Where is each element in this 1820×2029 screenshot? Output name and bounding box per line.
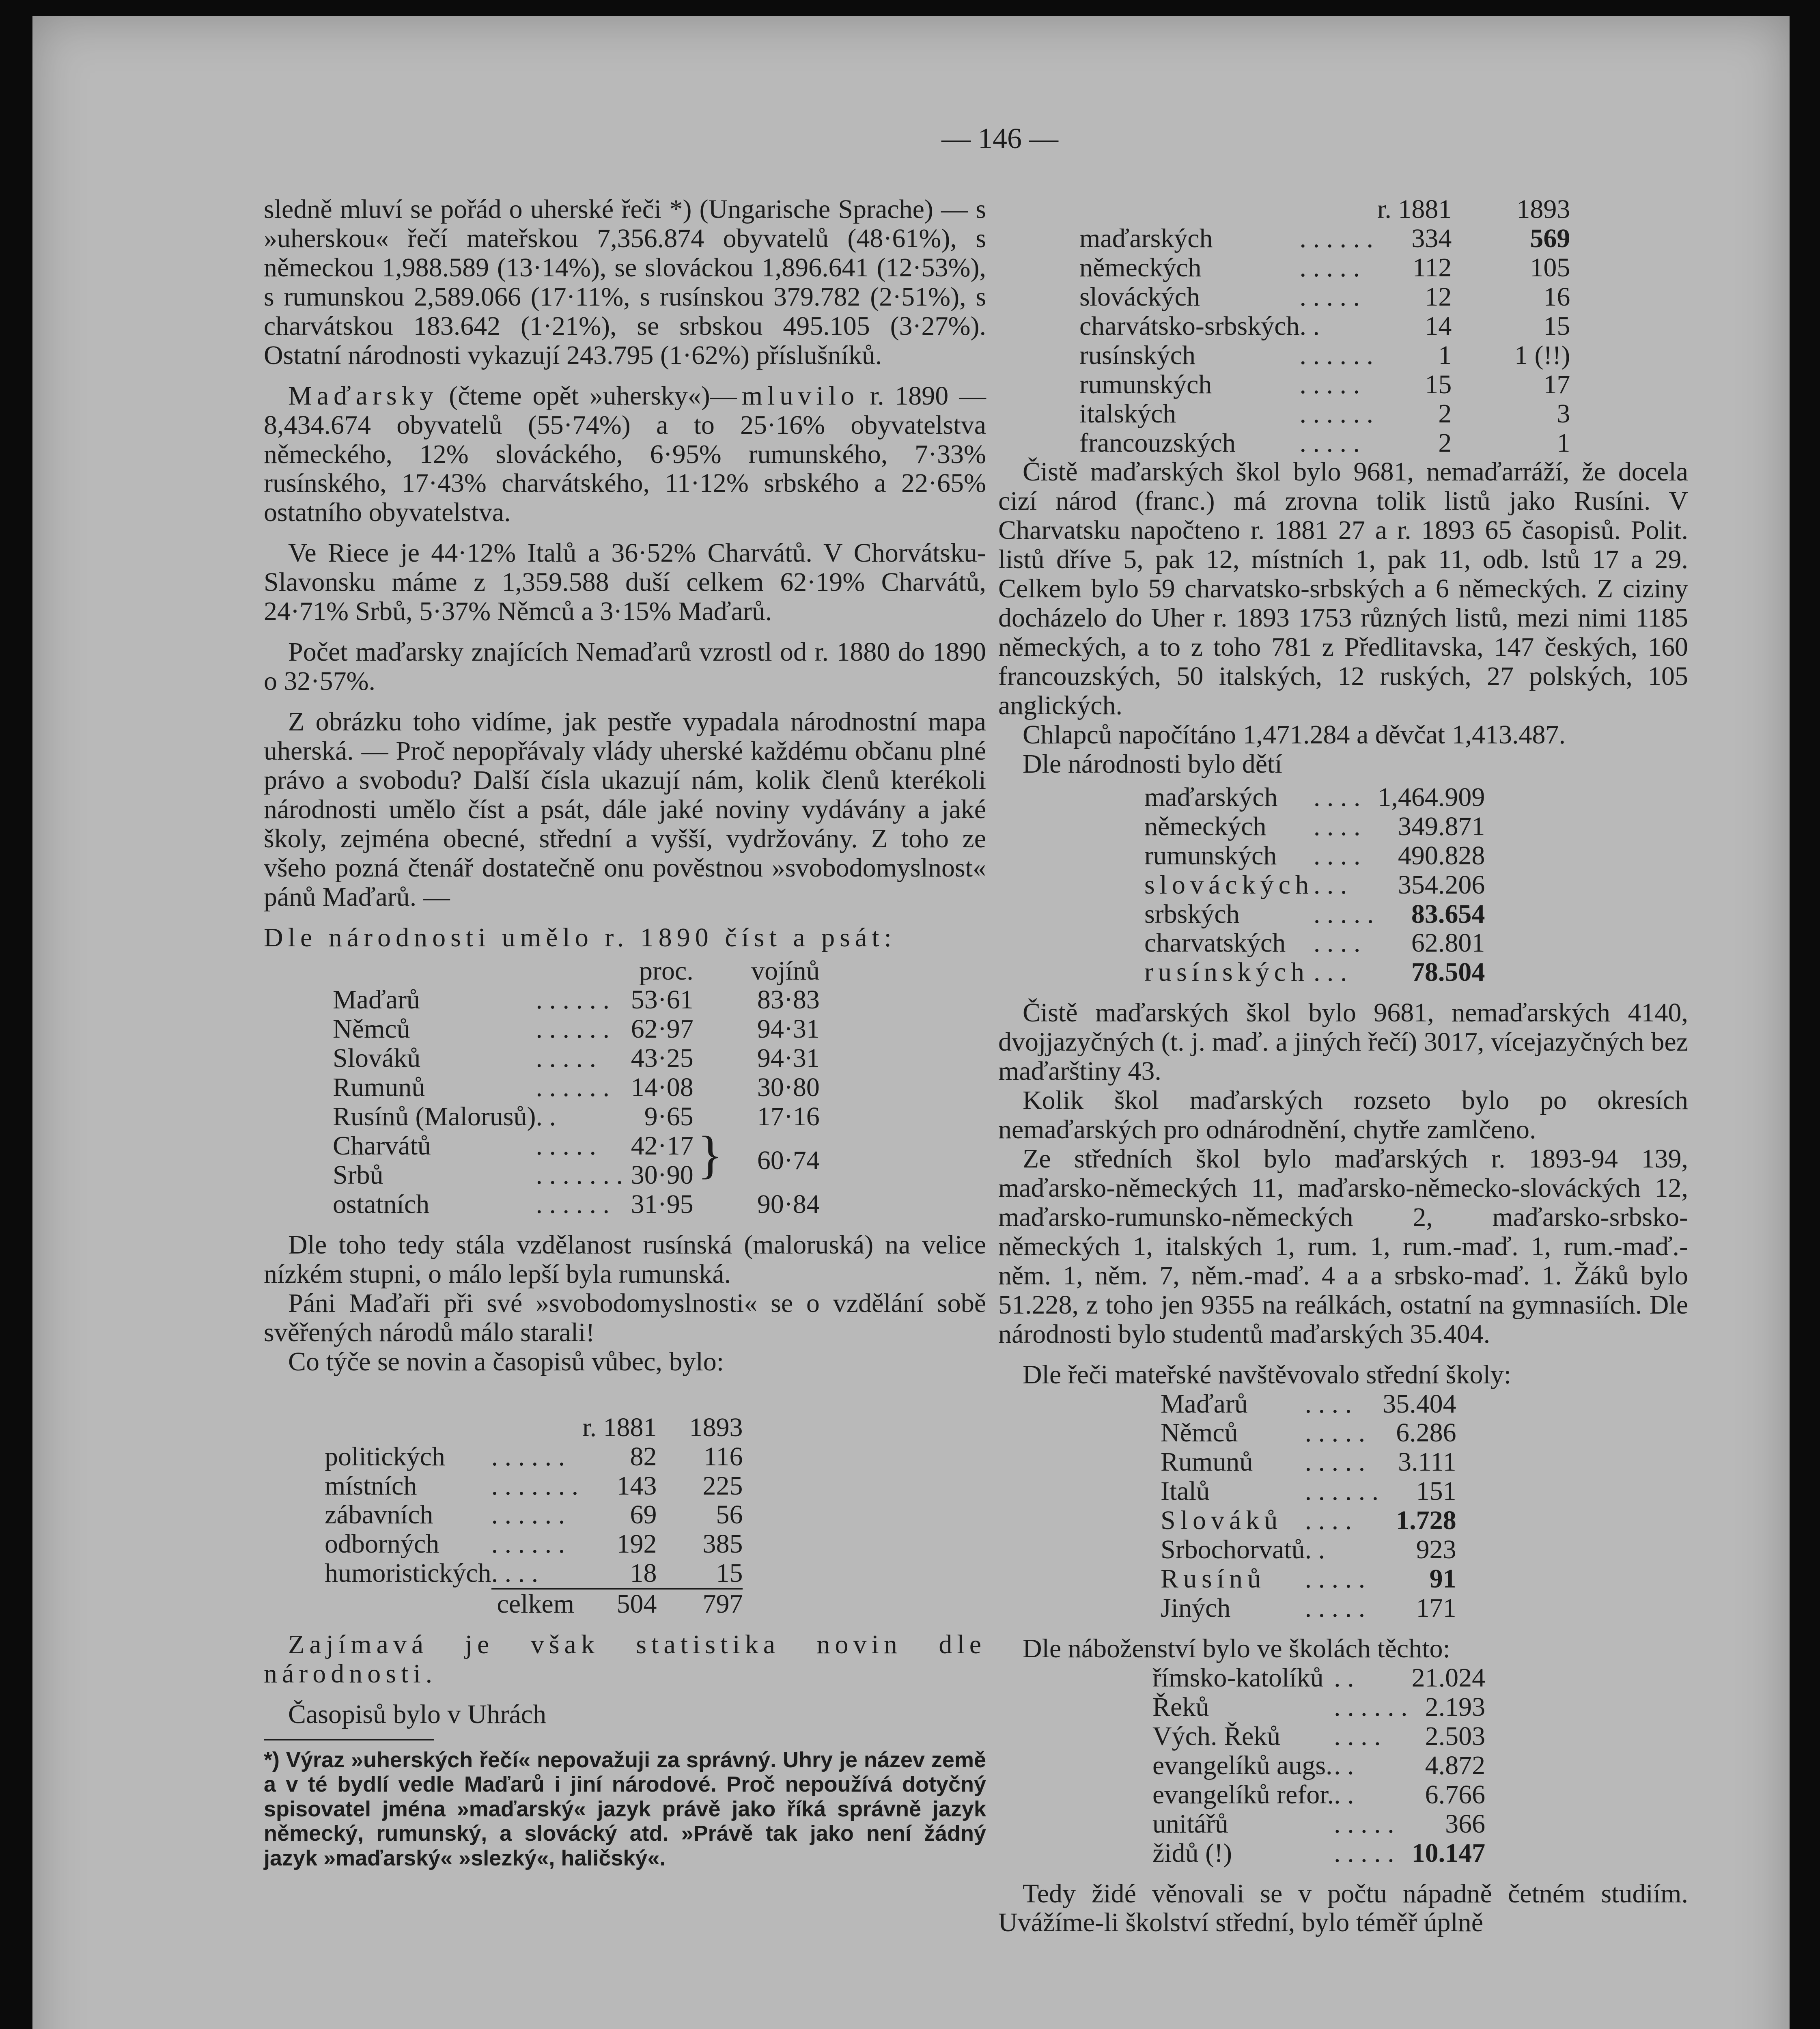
table-cell: . . . . . . [536, 1073, 610, 1103]
secondary-by-language-table [1161, 1389, 1456, 1623]
table-row [333, 1073, 820, 1102]
table-row [1079, 224, 1570, 253]
table-cell: 35.404 [1383, 1389, 1456, 1419]
table-cell: 30·80 [757, 1073, 820, 1103]
text-run: (čteme opět »uhersky«) [438, 381, 710, 411]
table-cell: 4.872 [1425, 1750, 1486, 1780]
paragraph-mother-tongue-intro: Dle řeči mateřské navštěvovalo střední školy: [1023, 1359, 1512, 1389]
table-cell: 112 [1412, 252, 1452, 282]
table-cell: 12 [1425, 282, 1452, 312]
table-cell: . . . . . . [491, 1529, 565, 1559]
table-row [1079, 312, 1570, 341]
table-cell: 83·83 [757, 985, 820, 1015]
newspapers-table [325, 1413, 743, 1619]
table-cell: Maďarů [333, 985, 420, 1015]
table-row [1144, 812, 1485, 841]
table-row [1161, 1389, 1456, 1419]
table-row [333, 1131, 820, 1161]
table-cell: francouzských [1079, 428, 1236, 458]
table-cell: 1 (!!) [1514, 340, 1570, 370]
press-by-nationality-table [1079, 195, 1570, 457]
table-cell: 3 [1557, 398, 1570, 429]
table-cell: Řeků [1152, 1692, 1209, 1722]
table-total-row [325, 1589, 743, 1619]
table-cell: Charvátů [333, 1131, 431, 1161]
paragraph-press-notes: Čistě maďarských škol bylo 9681, nemaďarráží, že docela cizí národ (franc.) má zrovna tolik listů jako Rusíni. V Charvatsku napočteno r. 1881 27 a r. 1893 65 časopisů. Polit. listů dříve 5, pak 12, místních 1, pak 11, odb. lstů 17 a 29. Celkem bylo 59 charvatsko-srbských a 6 německých. Z ciziny docházelo do Uher r. 1893 1753 různých listů, mezi nimi 1185 německých, a to z toho 781 z Předlitavska, 147 českých, 160 francouzských, 50 italských, 12 ruských, 27 polských, 105 anglických. [998, 457, 1688, 720]
table-cell: 21.024 [1411, 1663, 1486, 1693]
table-row [1161, 1535, 1456, 1564]
table-cell: německých [1079, 252, 1202, 282]
table-cell: . . . . . [1299, 282, 1360, 312]
paragraph-children-intro: Dle národnosti bylo dětí [1023, 749, 1282, 779]
left-column [264, 195, 986, 1870]
table-cell: . . . . . . [536, 985, 610, 1015]
table-cell: . . . . . [1299, 369, 1360, 399]
table-row [1144, 783, 1485, 812]
table-cell: 14·08 [631, 1073, 694, 1103]
table-cell: 9·65 [644, 1102, 694, 1132]
table-cell: charvatských [1144, 928, 1286, 958]
table-cell: 78.504 [1411, 957, 1485, 987]
table-cell: 385 [702, 1529, 743, 1559]
paragraph-conclusion: Tedy židé věnovali se v počtu nápadně četném studiím. Uvážíme-li školství střední, bylo téměř úplně [998, 1878, 1688, 1938]
table-cell: . . . . [1305, 1389, 1352, 1419]
table-row [333, 1014, 820, 1044]
paragraph-press-by-nationality: Zajímavá je však statistika novin dle národnosti. [264, 1630, 986, 1689]
table-cell: 151 [1416, 1476, 1456, 1506]
table-row [1079, 399, 1570, 429]
paragraph-magyars-education: Páni Maďaři při své »svobodomyslnosti« se o vzdělání sobě svěřených národů málo starali! [264, 1288, 986, 1347]
paragraph-boys-girls: Chlapců napočítáno 1,471.284 a děvčat 1,413.487. [1023, 719, 1566, 750]
table-cell: . . . . [1313, 811, 1361, 841]
paragraph-periodicals: Časopisů bylo v Uhrách [288, 1699, 547, 1730]
table-cell: humoristických [325, 1558, 491, 1588]
table-cell: 1.728 [1396, 1506, 1456, 1536]
table-row [1144, 928, 1485, 958]
table-cell: rusínských [1079, 340, 1195, 370]
table-row [325, 1529, 743, 1559]
table-cell: 504 [582, 1589, 657, 1619]
table-cell: slováckých [1144, 870, 1314, 900]
table-cell: . . . . . [1305, 1447, 1366, 1477]
table-row [1144, 841, 1485, 870]
table-cell: evangelíků refor. [1152, 1779, 1334, 1809]
table-cell: . . . [1313, 957, 1347, 987]
table-cell: . . [1334, 1779, 1354, 1809]
table-cell: . . . . . [1299, 252, 1360, 282]
footnote-separator [264, 1739, 434, 1740]
table-cell: 94·31 [757, 1043, 820, 1073]
table-cell: . . . . . . [536, 1189, 610, 1219]
table-cell: 3.111 [1398, 1447, 1456, 1477]
paragraph-literacy-intro: Dle národnosti umělo r. 1890 číst a psát: [264, 922, 896, 952]
table-cell: 17·16 [757, 1102, 820, 1132]
table-cell: 53·61 [631, 985, 694, 1015]
table-row [1144, 900, 1485, 929]
table-cell: 17 [1543, 369, 1570, 399]
table-cell: italských [1079, 398, 1176, 429]
table-cell: politických [325, 1441, 445, 1471]
table-cell: proc. [639, 956, 694, 986]
table-cell: . . [1334, 1750, 1354, 1780]
table-cell: 105 [1530, 252, 1570, 282]
table-cell: Rumunů [333, 1073, 425, 1103]
table-cell: 90·84 [757, 1189, 820, 1219]
table-header-row [325, 1413, 743, 1442]
text-run: —mluvilo [710, 381, 859, 411]
brace-symbol: } [697, 1126, 723, 1185]
table-row [1079, 429, 1570, 458]
table-cell: 1,464.909 [1378, 782, 1485, 812]
table-cell: maďarských [1144, 782, 1278, 812]
right-column [998, 195, 1688, 1937]
table-cell: rumunských [1079, 369, 1212, 399]
table-cell: unitářů [1152, 1809, 1228, 1839]
footnote: *) Výraz »uherských řečí« nepovažuji za správný. Uhry je název země a v té bydlí vedle Maďarů i jiní národové. Proč nepoužívá dotyčný spisovatel jména »maďarský« jazyk právě jako říká správně jazyk německý, rumunský, a slovácký atd. »Právě tak jako není žádný jazyk »maďarský« »slezký«, haličský«. [264, 1748, 986, 1870]
table-cell: 1893 [1516, 194, 1570, 224]
scanned-page [32, 16, 1790, 2029]
table-row [1152, 1663, 1485, 1693]
table-cell: římsko-katolíků [1152, 1663, 1324, 1693]
table-cell: 1893 [689, 1412, 743, 1442]
table-cell: . . . . . . [491, 1500, 565, 1530]
table-cell: . . . . . [1299, 428, 1360, 458]
table-row [333, 1190, 820, 1219]
table-cell: 62.801 [1411, 928, 1485, 958]
table-cell: 354.206 [1398, 870, 1485, 900]
spaced-word: Maďarsky [288, 381, 438, 411]
table-cell: . . . . [1313, 840, 1361, 870]
table-cell: Rumunů [1161, 1447, 1253, 1477]
table-row [1079, 370, 1570, 399]
paragraph-newspapers-intro: Co týče se novin a časopisů vůbec, bylo: [288, 1346, 724, 1376]
table-row [333, 1102, 820, 1131]
table-row [1152, 1751, 1485, 1780]
table-cell: 1 [1438, 340, 1452, 370]
table-cell: 6.286 [1396, 1418, 1456, 1448]
table-cell: 192 [616, 1529, 657, 1559]
table-cell: 2.193 [1425, 1692, 1486, 1722]
table-cell: Němců [1161, 1418, 1238, 1448]
table-cell: 366 [1445, 1809, 1486, 1839]
table-cell: 62·97 [631, 1014, 694, 1044]
table-cell: r. 1881 [1377, 194, 1452, 224]
table-row [1161, 1447, 1456, 1477]
table-cell: srbských [1144, 899, 1240, 929]
table-cell: . . . . . . [1305, 1476, 1379, 1506]
table-cell: . . . . . . [1334, 1692, 1408, 1722]
table-cell: maďarských [1079, 223, 1213, 253]
table-cell: odborných [325, 1529, 439, 1559]
table-cell: . . [536, 1102, 556, 1132]
table-cell: Slováků [1161, 1506, 1283, 1536]
table-cell: 225 [702, 1471, 743, 1501]
table-cell: Rusínů [1161, 1564, 1266, 1594]
paragraph-schools-concealed: Kolik škol maďarských rozseto bylo po okresích nemaďarských pro odnárodnění, chytře zamlčeno. [998, 1086, 1688, 1145]
table-cell: . . . . . [536, 1131, 596, 1161]
table-cell: 334 [1411, 223, 1452, 253]
paragraph-magyar-speakers [264, 381, 986, 528]
table-cell: . . . . [1305, 1506, 1352, 1536]
table-cell: 15 [716, 1558, 743, 1588]
paragraph-secondary-schools: Ze středních škol bylo maďarských r. 1893-94 139, maďarsko-německých 11, maďarsko-německo-slováckých 12, maďarsko-rumunsko-německých 2, maďarsko-srbsko-německých 1, italských 1, rum. 1, rum.-maď. 1, rum.-maď.-něm. 1, něm. 7, něm.-maď. 4 a a srbsko-maď. 1. Žáků bylo 51.228, z toho jen 9355 na reálkách, ostatní na gymnasiích. Dle národnosti bylo studentů maďarských 35.404. [998, 1144, 1688, 1349]
table-row [333, 985, 820, 1014]
table-cell: 15 [1543, 311, 1570, 341]
table-row [1161, 1506, 1456, 1535]
table-row [1161, 1564, 1456, 1594]
table-cell: vojínů [751, 956, 820, 986]
literacy-table [333, 956, 820, 1219]
table-cell: . . . . . . [1299, 340, 1374, 370]
table-cell: . . [1305, 1535, 1325, 1565]
table-cell: 2.503 [1425, 1721, 1486, 1751]
table-cell: 116 [703, 1441, 743, 1471]
table-cell: . . . . . [536, 1043, 596, 1073]
table-cell: . . . . . [1305, 1564, 1366, 1594]
table-cell: . . . . [1334, 1721, 1381, 1751]
table-cell: 69 [630, 1500, 657, 1530]
table-cell: slováckých [1079, 282, 1200, 312]
table-row [1079, 282, 1570, 312]
table-row [1152, 1693, 1485, 1722]
table-row [1161, 1477, 1456, 1506]
table-cell: . . . . [491, 1558, 538, 1588]
paragraph-religion-intro: Dle náboženství bylo ve školách těchto: [1023, 1634, 1450, 1663]
table-row [1161, 1418, 1456, 1447]
table-header-row [333, 956, 820, 986]
table-cell: . . . . . [1305, 1593, 1366, 1623]
paragraph-magyar-knowing: Počet maďarsky znajících Nemaďarů vzrostl od r. 1880 do 1890 o 32·57%. [264, 637, 986, 696]
table-row [1152, 1722, 1485, 1751]
table-cell: 83.654 [1411, 899, 1485, 929]
table-cell: Maďarů [1161, 1389, 1248, 1419]
table-row [1144, 870, 1485, 900]
table-cell: Vých. Řeků [1152, 1721, 1281, 1751]
table-cell: židů (!) [1152, 1838, 1232, 1868]
table-row [333, 1044, 820, 1073]
table-row [325, 1559, 743, 1589]
table-row [1152, 1780, 1485, 1809]
paragraph-rijeka-croatia: Ve Riece je 44·12% Italů a 36·52% Charvátů. V Chorvátsku-Slavonsku máme z 1,359.588 duší celkem 62·19% Charvátů, 24·71% Srbů, 5·37% Němců a 3·15% Maďarů. [264, 538, 986, 627]
table-cell: Rusínů (Malorusů) [333, 1102, 536, 1132]
table-cell: charvátsko-srbských [1079, 311, 1300, 341]
table-cell: Italů [1161, 1476, 1210, 1506]
table-cell: 94·31 [757, 1014, 820, 1044]
table-cell: . . . . [1313, 782, 1361, 812]
table-cell: . . . . [1313, 928, 1361, 958]
table-row [325, 1471, 743, 1501]
table-cell: . . . . . [1334, 1809, 1394, 1839]
table-cell: . . . . . [1313, 899, 1374, 929]
table-cell: . . [1299, 311, 1320, 341]
paragraph-languages: sledně mluví se pořád o uherské řeči *) (Ungarische Sprache) — s »uherskou« řečí mateřskou 7,356.874 obyvatelů (48·61%), s německou 1,988.589 (13·14%), se slováckou 1,896.641 (12·53%), s rumunskou 2,589.066 (17·11%, s rusínskou 379.782 (2·51%), s charvátskou 183.642 (1·21%), se srbskou 495.105 (3·27%). Ostatní národnosti vykazují 243.795 (1·62%) příslušníků. [264, 194, 986, 370]
table-cell: 43·25 [631, 1043, 694, 1073]
table-cell: 349.871 [1398, 811, 1485, 841]
table-cell: 91 [1429, 1564, 1456, 1594]
table-cell: rumunských [1144, 840, 1277, 870]
table-cell: . . . . . . [491, 1441, 565, 1471]
table-row [325, 1500, 743, 1529]
table-cell: 18 [630, 1558, 657, 1588]
table-cell: 16 [1543, 282, 1570, 312]
table-row [1079, 253, 1570, 282]
table-cell: 2 [1438, 428, 1452, 458]
table-cell: . . [1334, 1663, 1354, 1693]
table-cell: . . . . . [1305, 1418, 1366, 1448]
table-cell: . . . . . . [1299, 398, 1374, 429]
table-cell: . . . . . . [536, 1014, 610, 1044]
table-cell: . . . . . . [1299, 223, 1374, 253]
table-cell: zábavních [325, 1500, 433, 1530]
paragraph-ruthenian-literacy: Dle toho tedy stála vzdělanost rusínská (maloruská) na velice nízkém stupni, o málo lepší byla rumunská. [264, 1230, 986, 1289]
table-cell: Slováků [333, 1043, 421, 1073]
table-cell: německých [1144, 811, 1266, 841]
table-cell: Srbů [333, 1160, 383, 1190]
table-cell: 143 [616, 1471, 657, 1501]
secondary-by-religion-table [1152, 1663, 1485, 1868]
paragraph-schools: Čistě maďarských škol bylo 9681, nemaďarských 4140, dvojjazyčných (t. j. maď. a jiných řečí) 3017, vícejazyčných bez maďarštiny 43. [998, 998, 1688, 1086]
table-cell: 10.147 [1411, 1838, 1486, 1868]
text-run: r. 1890 — 8,434.674 obyvatelů (55·74%) a to 25·16% obyvatelstva německého, 12% slováckého, 6·95% rumunského, 7·33% rusínského, 17·43% charvátského, 11·12% srbského a 22·65% ostatního obyvatelstva. [264, 381, 986, 528]
table-row [1152, 1839, 1485, 1868]
table-cell: 490.828 [1398, 840, 1485, 870]
table-cell: evangelíků augs. [1152, 1750, 1333, 1780]
table-cell: Němců [333, 1014, 410, 1044]
table-cell: ostatních [333, 1189, 430, 1219]
table-row [1152, 1809, 1485, 1839]
table-row [325, 1442, 743, 1471]
table-row [1161, 1594, 1456, 1623]
table-cell: . . . . . . . [536, 1160, 623, 1190]
table-cell: 923 [1416, 1535, 1456, 1565]
table-row [1079, 341, 1570, 370]
table-cell: 15 [1425, 369, 1452, 399]
table-cell: 56 [716, 1500, 743, 1530]
table-cell: . . . [1313, 870, 1347, 900]
table-row [1144, 958, 1485, 987]
brace-value: 60·74 [757, 1146, 820, 1176]
table-cell: 42·17 [631, 1131, 694, 1161]
children-table [1144, 783, 1485, 987]
table-cell: Jiných [1161, 1593, 1231, 1623]
table-cell: Srbochorvatů [1161, 1535, 1305, 1565]
table-cell: celkem [491, 1589, 583, 1619]
table-cell: 82 [630, 1441, 657, 1471]
table-cell: . . . . . [1334, 1838, 1394, 1868]
table-header-row [1079, 195, 1570, 224]
page-number: — 146 — [941, 122, 1058, 155]
table-cell: 6.766 [1425, 1779, 1486, 1809]
table-cell: r. 1881 [582, 1412, 657, 1442]
table-cell: 31·95 [631, 1189, 694, 1219]
table-cell: 1 [1557, 428, 1570, 458]
table-cell: místních [325, 1471, 417, 1501]
table-cell: 569 [1530, 223, 1570, 253]
table-cell: 14 [1425, 311, 1452, 341]
paragraph-national-map: Z obrázku toho vidíme, jak pestře vypadala národnostní mapa uherská. — Proč nepopřávaly vlády uherské každému občanu plné právo a svobodu? Další čísla ukazují nám, kolik členů kterékoli národnosti umělo číst a psát, dále jaké noviny vydávány a jaké školy, zejména obecné, střední a vyšší, vydržovány. Z toho ze všeho pozná čtenář dostatečně onu pověstnou »svobodomyslnost« pánů Maďarů. — [264, 707, 986, 912]
table-cell: 797 [657, 1589, 743, 1619]
table-cell: 2 [1438, 398, 1452, 429]
table-cell: rusínských [1144, 957, 1309, 987]
table-cell: 171 [1416, 1593, 1456, 1623]
table-cell: 30·90 [631, 1160, 694, 1190]
table-cell: . . . . . . . [491, 1471, 579, 1501]
